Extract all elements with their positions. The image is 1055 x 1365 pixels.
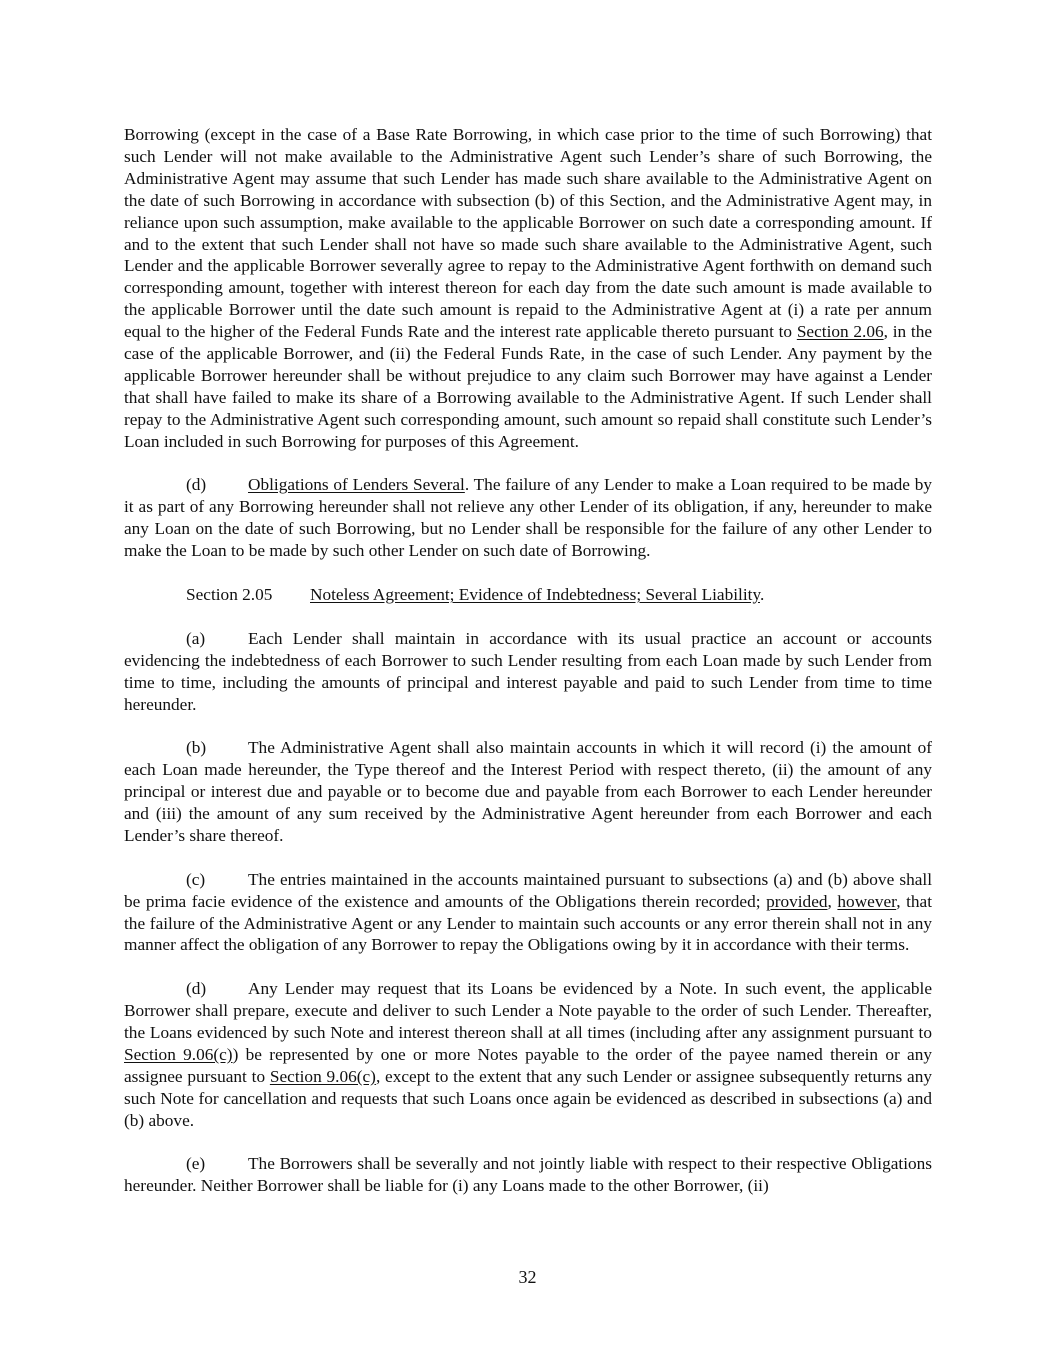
paragraph-label: (c) xyxy=(186,869,206,889)
section-9-06c-reference: Section 9.06(c) xyxy=(124,1044,233,1064)
however-term: however xyxy=(837,891,897,911)
paragraph-label: (a) xyxy=(186,628,206,648)
paragraph-label: (e) xyxy=(186,1154,206,1174)
paragraph-d-obligations-of-lenders: (d) Obligations of Lenders Several. The failure of any Lender to make a Loan required to be made by it as part of any Borrowing hereunder shall not relieve any other Lender of its obligation, if any, hereunder to make any Loan on the date of such Borrowing, but no Lender shall be responsible for the failure of any other Lender to make the Loan to be made by such other Lender on such date of Borrowing. xyxy=(124,475,932,561)
section-9-06c-reference: Section 9.06(c) xyxy=(269,1066,376,1086)
paragraph-label: (b) xyxy=(186,738,207,758)
paragraph-heading: Obligations of Lenders Several xyxy=(248,475,465,495)
section-2-06-reference: Section 2.06 xyxy=(796,322,884,342)
section-number: Section 2.05 xyxy=(186,585,273,604)
paragraph-d-notes: (d) Any Lender may request that its Loans be evidenced by a Note. In such event, the applicable Borrower shall prepare, execute and deliver to such Lender a Note payable to the order of such Lender. Thereafter, the Loans evidenced by such Note and interest thereon shall at all times (including after any assignment pursuant to Section 9.06(c)) be represented by one or more Notes payable to the order of the payee named therein or any assignee pursuant to Section 9.06(c), except to the extent that any such Lender or assignee subsequently returns any such Note for cancellation and requests that such Loans once again be evidenced as described in subsections (a) and (b) above. xyxy=(124,979,933,1130)
paragraph-label: (d) xyxy=(186,979,207,999)
carryover-paragraph: Borrowing (except in the case of a Base Rate Borrowing, in which case prior to the time of such Borrowing) that such Lender will not make available to the Administrative Agent such Lender’s share of such Borrowing, the Administrative Agent may assume that such Lender has made such share available to the Administrative Agent on the date of such Borrowing in accordance with subsection (b) of this Section, and the Administrative Agent may, in reliance upon such assumption, make available to the applicable Borrower on such date a corresponding amount. If and to the extent that such Lender shall not have so made such share available to the Administrative Agent, such Lender and the applicable Borrower severally agree to repay to the Administrative Agent forthwith on demand such corresponding amount, together with interest thereon for each day from the date such amount is made available to the applicable Borrower until the date such amount is repaid to the Administrative Agent at (i) a rate per annum equal to the higher of the Federal Funds Rate and the interest rate applicable thereto pursuant to Section 2.06, in the case of the applicable Borrower, and (ii) the Federal Funds Rate, in the case of such Lender. Any payment by the applicable Borrower hereunder shall be without prejudice to any claim such Borrower may have against a Lender that shall have failed to make its share of a Borrowing available to the Administrative Agent. If such Lender shall repay to the Administrative Agent such corresponding amount, such amount so repaid shall constitute such Lender’s Loan included in such Borrowing for purposes of this Agreement. xyxy=(124,125,933,451)
section-title: Noteless Agreement; Evidence of Indebtedness; Several Liability xyxy=(310,585,760,604)
paragraph-label: (d) xyxy=(186,475,207,495)
paragraph-b: (b) The Administrative Agent shall also maintain accounts in which it will record (i) the amount of each Loan made hereunder, the Type thereof and the Interest Period with respect thereto, (ii) the amount of any principal or interest due and payable or to become due and payable from each Borrower to each Lender hereunder and (iii) the amount of any sum received by the Administrative Agent hereunder from each Borrower and each Lender’s share thereof. xyxy=(124,738,932,845)
page-number: 32 xyxy=(518,1267,537,1287)
paragraph-c: (c) The entries maintained in the accounts maintained pursuant to subsections (a) and (b) above shall be prima facie evidence of the existence and amounts of the Obligations therein recorded; provided, however, that the failure of the Administrative Agent or any Lender to maintain such accounts or any error therein shall not in any manner affect the obligation of any Borrower to repay the Obligations owing by it in accordance with their terms. xyxy=(124,869,933,955)
provided-term: provided xyxy=(766,891,828,911)
paragraph-e: (e) The Borrowers shall be severally and not jointly liable with respect to their respective Obligations hereunder. Neither Borrower shall be liable for (i) any Loans made to the other Borrower, (ii) xyxy=(124,1154,932,1196)
section-2-05-heading: Section 2.05 Noteless Agreement; Evidence of Indebtedness; Several Liability. xyxy=(186,585,765,604)
document-page xyxy=(124,124,932,1197)
paragraph-a: (a) Each Lender shall maintain in accordance with its usual practice an account or accounts evidencing the indebtedness of each Borrower to such Lender resulting from each Loan made by such Lender from time to time, including the amounts of principal and interest payable and paid to such Lender from time to time hereunder. xyxy=(124,628,932,714)
